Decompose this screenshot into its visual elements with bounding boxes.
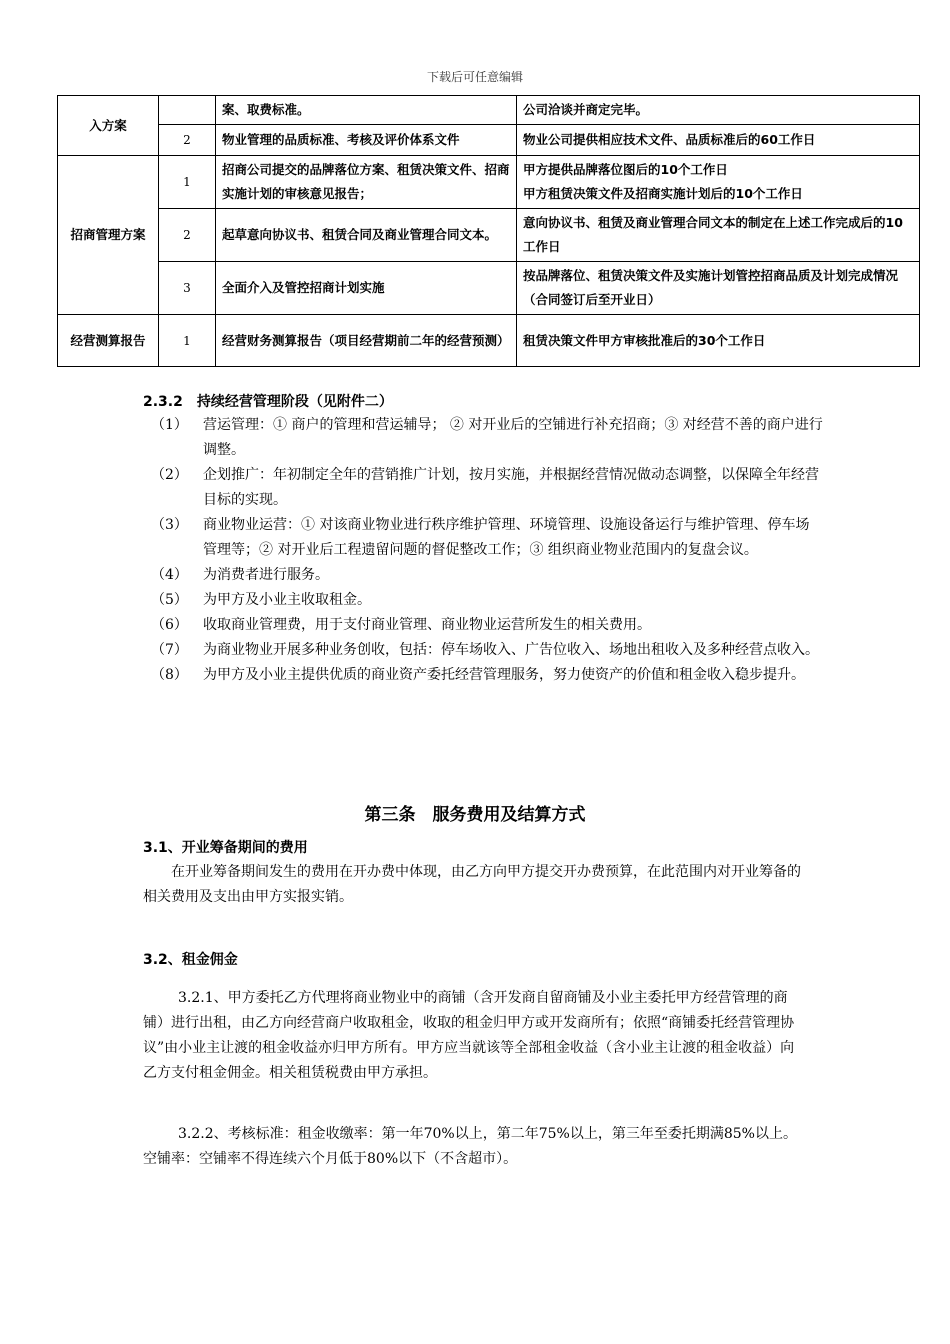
list-number: （5） — [151, 592, 188, 608]
table-row — [58, 96, 920, 125]
list-item — [143, 413, 823, 463]
list-number: （2） — [151, 467, 188, 483]
table-row — [58, 262, 920, 315]
item-cell: 经营财务测算报告（项目经营期前二年的经营预测） — [216, 315, 517, 367]
table-row — [58, 156, 920, 209]
list-item — [143, 613, 823, 638]
list-number: （7） — [151, 642, 188, 658]
table-row — [58, 125, 920, 156]
deadline-cell: 租赁决策文件甲方审核批准后的30个工作日 — [517, 315, 920, 367]
list-text: 为商业物业开展多种业务创收，包括：停车场收入、广告位收入、场地出租收入及多种经营点收入。 — [203, 642, 819, 658]
deliverables-table — [57, 95, 920, 367]
deadline-cell — [517, 156, 920, 209]
list-text: 企划推广：年初制定全年的营销推广计划，按月实施，并根据经营情况做动态调整，以保障全年经营目标的实现。 — [203, 467, 819, 508]
list-text: 为甲方及小业主收取租金。 — [203, 592, 371, 608]
paragraph: 3.2.1、甲方委托乙方代理将商业物业中的商铺（含开发商自留商铺及小业主委托甲方经营管理的商铺）进行出租，由乙方向经营商户收取租金，收取的租金归甲方或开发商所有；依照“商铺委托经营管理协议”由小业主让渡的租金收益亦归甲方所有。甲方应当就该等全部租金收益（含小业主让渡的租金收益）向乙方支付租金佣金。相关租赁税费由甲方承担。 — [143, 990, 795, 1081]
deadline-cell: 意向协议书、租赁及商业管理合同文本的制定在上述工作完成后的10工作日 — [517, 209, 920, 262]
deadline-cell: 公司洽谈并商定完毕。 — [517, 96, 920, 125]
list-item — [143, 588, 823, 613]
row-number: 2 — [159, 125, 216, 156]
list-text: 为消费者进行服务。 — [203, 567, 329, 583]
section-title: 2.3.2 持续经营管理阶段（见附件二） — [143, 394, 393, 410]
group-label: 经营测算报告 — [58, 315, 159, 367]
item-cell: 招商公司提交的品牌落位方案、租赁决策文件、招商实施计划的审核意见报告； — [216, 156, 517, 209]
item-cell: 起草意向协议书、租赁合同及商业管理合同文本。 — [216, 209, 517, 262]
list-text: 收取商业管理费，用于支付商业管理、商业物业运营所发生的相关费用。 — [203, 617, 651, 633]
deadline-line: 甲方租赁决策文件及招商实施计划后的10个工作日 — [523, 186, 803, 201]
item-cell: 物业管理的品质标准、考核及评价体系文件 — [216, 125, 517, 156]
list-number: （4） — [151, 567, 188, 583]
list-number: （1） — [151, 417, 188, 433]
list-number: （3） — [151, 517, 188, 533]
deadline-line: 甲方提供品牌落位图后的10个工作日 — [523, 162, 728, 177]
item-cell: 全面介入及管控招商计划实施 — [216, 262, 517, 315]
list-text: 为甲方及小业主提供优质的商业资产委托经营管理服务，努力使资产的价值和租金收入稳步提升。 — [203, 667, 805, 683]
subsection-title: 3.1、开业筹备期间的费用 — [143, 840, 308, 856]
table-row — [58, 209, 920, 262]
list-item — [143, 563, 823, 588]
page-header-note: 下载后可任意编辑 — [426, 70, 523, 84]
row-number: 1 — [159, 315, 216, 367]
deadline-cell: 按品牌落位、租赁决策文件及实施计划管控招商品质及计划完成情况（合同签订后至开业日） — [517, 262, 920, 315]
list-number: （8） — [151, 667, 188, 683]
paragraph: 在开业筹备期间发生的费用在开办费中体现，由乙方向甲方提交开办费预算，在此范围内对开业筹备的相关费用及支出由甲方实报实销。 — [143, 864, 801, 905]
list-text: 商业物业运营：① 对该商业物业进行秩序维护管理、环境管理、设施设备运行与维护管理、停车场管理等；② 对开业后工程遗留问题的督促整改工作；③ 组织商业物业范围内的复盘会议。 — [203, 517, 810, 558]
list-number: （6） — [151, 617, 188, 633]
row-number: 3 — [159, 262, 216, 315]
row-number — [159, 96, 216, 125]
list-text: 营运管理：① 商户的管理和营运辅导； ② 对开业后的空铺进行补充招商；③ 对经营不善的商户进行调整。 — [203, 417, 823, 458]
group-label: 入方案 — [58, 96, 159, 156]
table-row — [58, 315, 920, 367]
paragraph: 3.2.2、考核标准：租金收缴率：第一年70%以上，第二年75%以上，第三年至委托期满85%以上。空铺率：空铺率不得连续六个月低于80%以下（不含超市）。 — [143, 1126, 797, 1167]
list-item — [143, 638, 823, 663]
group-label: 招商管理方案 — [58, 156, 159, 315]
subsection-title: 3.2、租金佣金 — [143, 952, 238, 968]
row-number: 2 — [159, 209, 216, 262]
operation-list — [143, 413, 823, 688]
item-cell: 案、取费标准。 — [216, 96, 517, 125]
list-item — [143, 663, 823, 688]
deadline-cell: 物业公司提供相应技术文件、品质标准后的60工作日 — [517, 125, 920, 156]
article-heading: 第三条 服务费用及结算方式 — [364, 805, 586, 825]
list-item — [143, 463, 823, 513]
list-item — [143, 513, 823, 563]
row-number: 1 — [159, 156, 216, 209]
